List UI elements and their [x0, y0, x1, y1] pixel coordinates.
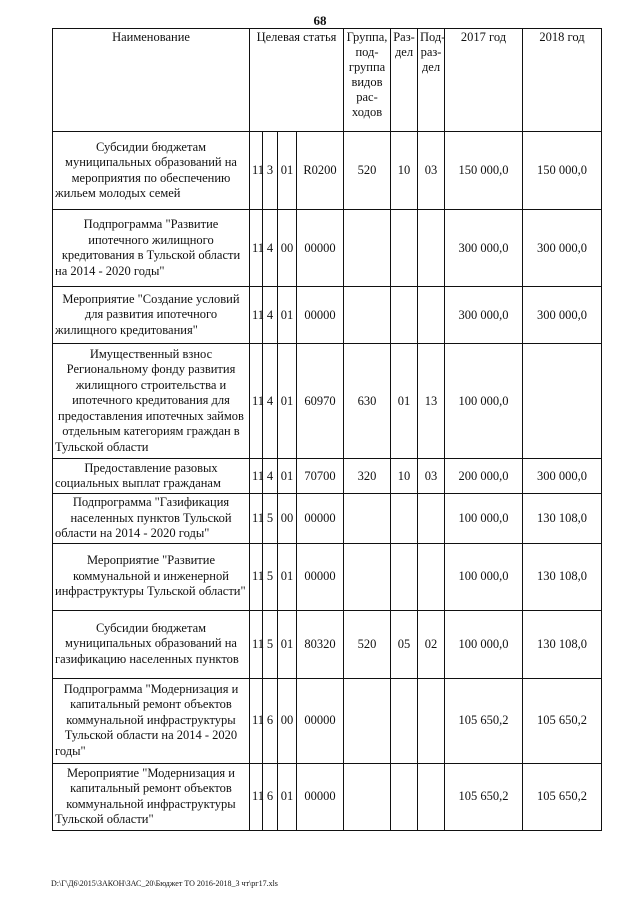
budget-table — [52, 28, 602, 831]
amount-2017: 300 000,0 — [445, 210, 523, 287]
subsection-code — [418, 287, 445, 344]
target-code-measure: 01 — [278, 543, 297, 610]
target-code-subprogram: 5 — [263, 610, 278, 678]
section-code: 01 — [391, 344, 418, 459]
amount-2017: 100 000,0 — [445, 494, 523, 544]
subsection-code — [418, 494, 445, 544]
row-name: Подпрограмма "Модернизация и капитальный ремонт объектов коммунальной инфраструктуры Тульской области на 2014 - 2020 годы" — [53, 678, 250, 763]
subsection-code — [418, 678, 445, 763]
table-row — [53, 543, 602, 610]
amount-2018: 105 650,2 — [523, 763, 602, 830]
row-name: Мероприятие "Развитие коммунальной и инженерной инфраструктуры Тульской области" — [53, 543, 250, 610]
target-code-program: 11 — [250, 543, 263, 610]
subsection-code — [418, 543, 445, 610]
target-code-subprogram: 6 — [263, 678, 278, 763]
section-code — [391, 210, 418, 287]
header-section: Раз- дел — [391, 29, 418, 132]
target-code-program: 11 — [250, 494, 263, 544]
subsection-code: 02 — [418, 610, 445, 678]
section-code: 10 — [391, 459, 418, 494]
target-code-subprogram: 4 — [263, 287, 278, 344]
amount-2018: 130 108,0 — [523, 610, 602, 678]
expense-group: 320 — [344, 459, 391, 494]
table-row — [53, 678, 602, 763]
target-code-direction: R0200 — [297, 132, 344, 210]
target-code-program: 11 — [250, 678, 263, 763]
amount-2017: 105 650,2 — [445, 763, 523, 830]
header-2017: 2017 год — [445, 29, 523, 132]
expense-group: 520 — [344, 610, 391, 678]
table-row — [53, 459, 602, 494]
amount-2017: 100 000,0 — [445, 543, 523, 610]
subsection-code: 13 — [418, 344, 445, 459]
amount-2018: 150 000,0 — [523, 132, 602, 210]
target-code-subprogram: 4 — [263, 344, 278, 459]
amount-2018: 130 108,0 — [523, 543, 602, 610]
expense-group — [344, 543, 391, 610]
target-code-subprogram: 5 — [263, 543, 278, 610]
section-code — [391, 494, 418, 544]
expense-group — [344, 678, 391, 763]
section-code: 05 — [391, 610, 418, 678]
row-name: Подпрограмма "Развитие ипотечного жилищного кредитования в Тульской области на 2014 - 2020 годы" — [53, 210, 250, 287]
amount-2017: 105 650,2 — [445, 678, 523, 763]
header-name: Наименование — [53, 29, 250, 132]
target-code-program: 11 — [250, 210, 263, 287]
amount-2018: 130 108,0 — [523, 494, 602, 544]
target-code-subprogram: 4 — [263, 210, 278, 287]
amount-2017: 150 000,0 — [445, 132, 523, 210]
table-row — [53, 610, 602, 678]
target-code-direction: 00000 — [297, 287, 344, 344]
header-target: Целевая статья — [250, 29, 344, 132]
target-code-measure: 01 — [278, 459, 297, 494]
table-row — [53, 210, 602, 287]
row-name: Мероприятие "Модернизация и капитальный ремонт объектов коммунальной инфраструктуры Тульской области" — [53, 763, 250, 830]
expense-group — [344, 210, 391, 287]
section-code — [391, 543, 418, 610]
table-row — [53, 132, 602, 210]
table-row — [53, 763, 602, 830]
section-code — [391, 287, 418, 344]
subsection-code: 03 — [418, 132, 445, 210]
header-2018: 2018 год — [523, 29, 602, 132]
row-name: Имущественный взнос Региональному фонду развития жилищного строительства и ипотечного кредитования для предоставления ипотечных займов отдельным категориям граждан в Тульской области — [53, 344, 250, 459]
target-code-direction: 00000 — [297, 543, 344, 610]
target-code-subprogram: 5 — [263, 494, 278, 544]
subsection-code: 03 — [418, 459, 445, 494]
target-code-measure: 01 — [278, 610, 297, 678]
amount-2017: 100 000,0 — [445, 344, 523, 459]
table-row — [53, 344, 602, 459]
header-subsection: Под- раз- дел — [418, 29, 445, 132]
target-code-program: 11 — [250, 763, 263, 830]
target-code-program: 11 — [250, 132, 263, 210]
subsection-code — [418, 763, 445, 830]
target-code-measure: 01 — [278, 287, 297, 344]
target-code-direction: 60970 — [297, 344, 344, 459]
amount-2018 — [523, 344, 602, 459]
header-group: Группа, под- группа видов рас- ходов — [344, 29, 391, 132]
target-code-direction: 00000 — [297, 678, 344, 763]
table-body — [53, 132, 602, 831]
amount-2018: 300 000,0 — [523, 459, 602, 494]
subsection-code — [418, 210, 445, 287]
table-row — [53, 287, 602, 344]
target-code-direction: 80320 — [297, 610, 344, 678]
amount-2018: 300 000,0 — [523, 287, 602, 344]
expense-group: 630 — [344, 344, 391, 459]
target-code-direction: 70700 — [297, 459, 344, 494]
target-code-measure: 01 — [278, 132, 297, 210]
row-name: Мероприятие "Создание условий для развития ипотечного жилищного кредитования" — [53, 287, 250, 344]
expense-group: 520 — [344, 132, 391, 210]
section-code: 10 — [391, 132, 418, 210]
target-code-direction: 00000 — [297, 763, 344, 830]
target-code-program: 11 — [250, 459, 263, 494]
expense-group — [344, 287, 391, 344]
section-code — [391, 763, 418, 830]
amount-2017: 200 000,0 — [445, 459, 523, 494]
expense-group — [344, 763, 391, 830]
table-row — [53, 494, 602, 544]
expense-group — [344, 494, 391, 544]
amount-2017: 100 000,0 — [445, 610, 523, 678]
target-code-measure: 00 — [278, 494, 297, 544]
target-code-measure: 01 — [278, 763, 297, 830]
target-code-subprogram: 6 — [263, 763, 278, 830]
amount-2017: 300 000,0 — [445, 287, 523, 344]
row-name: Субсидии бюджетам муниципальных образований на мероприятия по обеспечению жильем молодых семей — [53, 132, 250, 210]
footer-file-path: D:\Г\Д6\2015\ЗАКОН\ЗАС_20\Бюджет ТО 2016-2018_3 чт\рг17.xls — [51, 879, 278, 888]
target-code-measure: 00 — [278, 210, 297, 287]
target-code-subprogram: 4 — [263, 459, 278, 494]
target-code-measure: 00 — [278, 678, 297, 763]
header-row — [53, 29, 602, 132]
row-name: Подпрограмма "Газификация населенных пунктов Тульской области на 2014 - 2020 годы" — [53, 494, 250, 544]
target-code-subprogram: 3 — [263, 132, 278, 210]
target-code-measure: 01 — [278, 344, 297, 459]
target-code-direction: 00000 — [297, 494, 344, 544]
target-code-program: 11 — [250, 287, 263, 344]
section-code — [391, 678, 418, 763]
target-code-program: 11 — [250, 344, 263, 459]
row-name: Предоставление разовых социальных выплат гражданам — [53, 459, 250, 494]
target-code-direction: 00000 — [297, 210, 344, 287]
target-code-program: 11 — [250, 610, 263, 678]
amount-2018: 300 000,0 — [523, 210, 602, 287]
amount-2018: 105 650,2 — [523, 678, 602, 763]
row-name: Субсидии бюджетам муниципальных образований на газификацию населенных пунктов — [53, 610, 250, 678]
page-number: 68 — [313, 13, 327, 28]
